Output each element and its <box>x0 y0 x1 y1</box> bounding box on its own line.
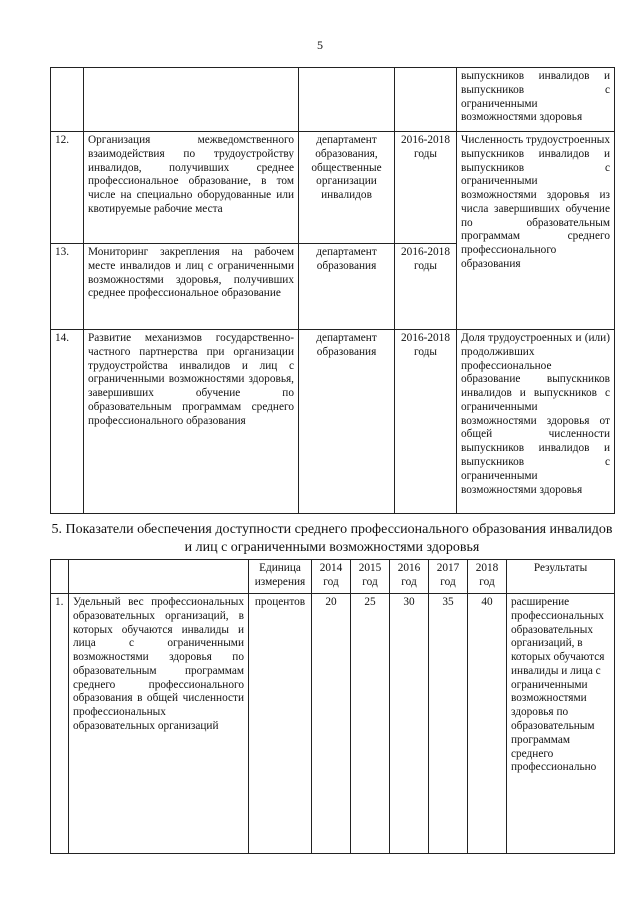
measures-table <box>50 67 615 514</box>
value-2014: 20 <box>312 594 351 854</box>
executor-text: департамент образования <box>299 244 395 330</box>
header-unit: Единица измерения <box>249 560 312 594</box>
header-2015: 2015 год <box>351 560 390 594</box>
result-text: расширение профессиональных образовательных организаций, в которых обучаются инвалиды и лица с ограниченными возможностями здоровья по образовательным программам среднего профессионально <box>507 594 615 854</box>
period-text: 2016-2018 годы <box>395 330 457 514</box>
row-number: 12. <box>51 132 84 244</box>
row-number: 13. <box>51 244 84 330</box>
measure-text: Мониторинг закрепления на рабочем месте инвалидов и лиц с ограниченными возможностями здоровья, получивших среднее профессиональное образование <box>84 244 299 330</box>
header-results: Результаты <box>507 560 615 594</box>
row-number: 14. <box>51 330 84 514</box>
measure-text: Организация межведомственного взаимодействия по трудоустройству инвалидов, получивших среднее профессиональное образование, в том числе на специально оборудованные или квотируемые рабочие места <box>84 132 299 244</box>
table-row <box>51 68 615 132</box>
value-2017: 35 <box>429 594 468 854</box>
header-2018: 2018 год <box>468 560 507 594</box>
table-row <box>51 132 615 244</box>
result-text: Доля трудоустроенных и (или) продолживших профессиональное образование выпускников инвалидов и выпускников с ограниченными возможностями здоровья от общей численности выпускников инвалидов и выпускников с ограниченными возможностями здоровья <box>457 330 615 514</box>
value-2018: 40 <box>468 594 507 854</box>
page-number: 5 <box>317 38 323 52</box>
executor-text: департамент образования, общественные организации инвалидов <box>299 132 395 244</box>
value-2016: 30 <box>390 594 429 854</box>
period-text: 2016-2018 годы <box>395 244 457 330</box>
table-row <box>51 594 615 854</box>
executor-text: департамент образования <box>299 330 395 514</box>
header-2017: 2017 год <box>429 560 468 594</box>
header-2016: 2016 год <box>390 560 429 594</box>
table-header-row <box>51 560 615 594</box>
measure-text: Развитие механизмов государственно-частного партнерства при организации трудоустройства инвалидов и лиц с ограниченными возможностями здоровья, завершивших обучение по образовательным программам среднего профессионального образования <box>84 330 299 514</box>
indicators-table <box>50 559 615 854</box>
unit-value: процентов <box>249 594 312 854</box>
shared-result-text: Численность трудоустроенных выпускников инвалидов и выпускников с ограниченными возможностями здоровья из числа завершивших обучение по образовательным программам среднего профессионального образования <box>457 132 615 330</box>
continuation-result: выпускников инвалидов и выпускников с ограниченными возможностями здоровья <box>457 68 615 132</box>
table-row <box>51 330 615 514</box>
value-2015: 25 <box>351 594 390 854</box>
indicator-text: Удельный вес профессиональных образовательных организаций, в которых обучаются инвалиды и лица с ограниченными возможностями здоровья по образовательным программам среднего профессионального образования в общей численности профессиональных образовательных организаций <box>69 594 249 854</box>
header-2014: 2014 год <box>312 560 351 594</box>
row-number: 1. <box>51 594 69 854</box>
period-text: 2016-2018 годы <box>395 132 457 244</box>
section-title: 5. Показатели обеспечения доступности среднего профессионального образования инвалидов и лиц с ограниченными возможностями здоровья <box>51 522 613 555</box>
